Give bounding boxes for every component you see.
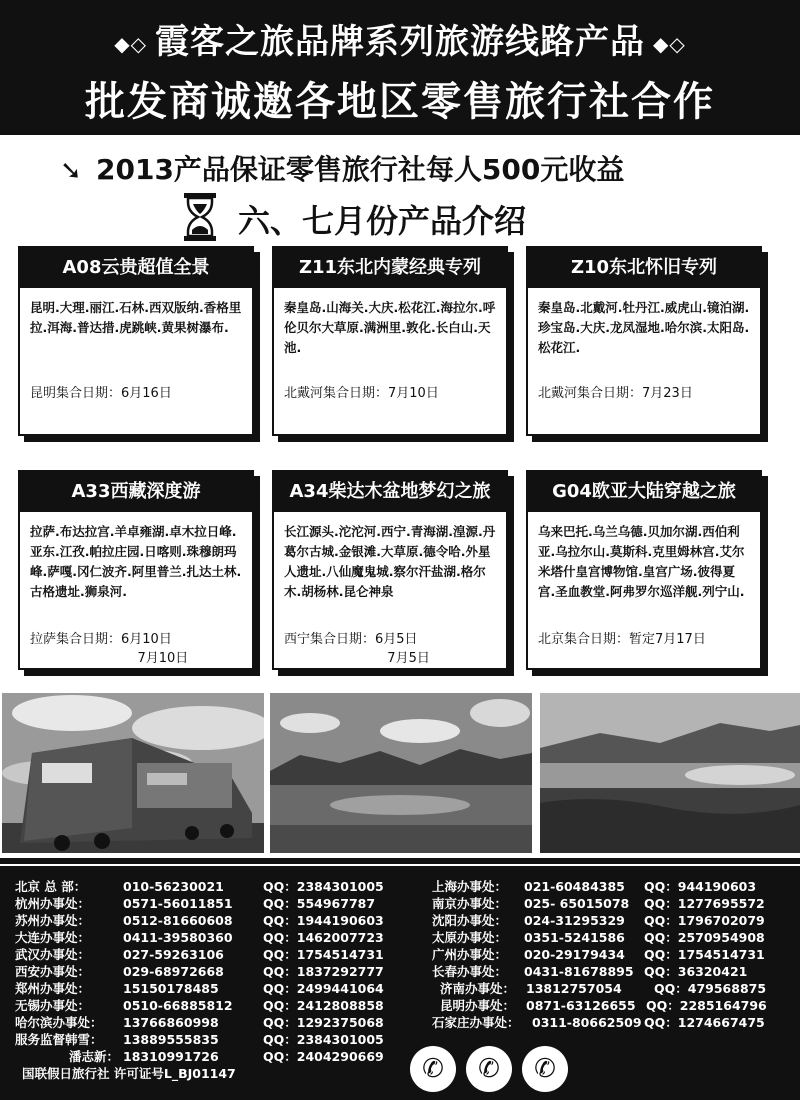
- office-qq: QQ：2499441064: [263, 981, 384, 996]
- product-date: 北京集合日期：暂定7月17日: [538, 632, 706, 647]
- hourglass-icon: [180, 192, 220, 242]
- contact-row: [15, 1032, 384, 1049]
- office-qq: QQ：1274667475: [644, 1015, 765, 1030]
- contact-row: [432, 964, 747, 981]
- office-phone: 029-68972668: [123, 964, 224, 979]
- office-phone: 0411-39580360: [123, 930, 233, 945]
- office-phone: 13889555835: [123, 1032, 219, 1047]
- contact-row: [15, 1015, 384, 1032]
- product-route: 拉萨.布达拉宫.羊卓雍湖.卓木拉日峰.亚东.江孜.帕拉庄园.日喀则.珠穆朗玛峰.萨嘎.冈仁波齐.阿里普兰.扎达土林.古格遗址.狮泉河.: [30, 524, 242, 599]
- product-route: 长江源头.沱沱河.西宁.青海湖.湟源.丹葛尔古城.金银滩.大草原.德令哈.外星人遗址.八仙魔鬼城.察尔汗盐湖.格尔木.胡杨林.昆仑神泉: [284, 524, 496, 599]
- product-card: [18, 470, 254, 670]
- contact-row: [15, 964, 384, 981]
- product-title: Z10东北怀旧专列: [526, 248, 762, 288]
- office-qq: QQ：2412808858: [263, 998, 384, 1013]
- promo-text: 2013产品保证零售旅行社每人500元收益: [96, 153, 625, 186]
- office-phone: 027-59263106: [123, 947, 224, 962]
- section-title-text: 六、七月份产品介绍: [238, 202, 527, 240]
- product-date: 西宁集合日期：6月5日 7月5日: [284, 632, 430, 666]
- office-phone: 0351-5241586: [524, 930, 625, 945]
- contact-row: [15, 1049, 384, 1066]
- office-name: 南京办事处：: [432, 896, 508, 911]
- office-qq: QQ：1277695572: [644, 896, 765, 911]
- office-phone: 0512-81660608: [123, 913, 233, 928]
- office-phone: 024-31295329: [524, 913, 625, 928]
- header-line2: 批发商诚邀各地区零售旅行社合作: [85, 79, 715, 125]
- office-qq: QQ：1796702079: [644, 913, 765, 928]
- office-phone: 0431-81678895: [524, 964, 634, 979]
- office-phone: 0571-56011851: [123, 896, 233, 911]
- arrow-icon: ➘: [60, 156, 82, 186]
- office-name: 太原办事处：: [432, 930, 508, 945]
- contact-row: [15, 930, 384, 947]
- office-phone: 13812757054: [526, 981, 622, 996]
- product-card: [272, 246, 508, 436]
- office-name: 郑州办事处：: [15, 981, 91, 996]
- diamond-icon: ◆◇: [653, 31, 686, 56]
- product-date: 昆明集合日期：6月16日: [30, 386, 172, 401]
- office-name: 武汉办事处：: [15, 947, 91, 962]
- product-card: [18, 246, 254, 436]
- office-qq: QQ：1754514731: [644, 947, 765, 962]
- office-name: 杭州办事处：: [15, 896, 91, 911]
- product-card: [272, 470, 508, 670]
- office-name: 北京 总 部：: [15, 879, 87, 894]
- office-phone: 13766860998: [123, 1015, 219, 1030]
- office-name: 西安办事处：: [15, 964, 91, 979]
- contact-row: [432, 896, 765, 913]
- office-qq: QQ：2285164796: [646, 998, 767, 1013]
- contact-row: [432, 930, 765, 947]
- office-phone: 0510-66885812: [123, 998, 233, 1013]
- office-name: 济南办事处：: [440, 981, 516, 996]
- train-photo: [2, 693, 264, 853]
- product-card: [526, 470, 762, 670]
- phone-icon: ✆: [410, 1046, 456, 1092]
- phone-icon: ✆: [466, 1046, 512, 1092]
- product-date: 北戴河集合日期：7月10日: [284, 386, 439, 401]
- contact-row: [432, 947, 765, 964]
- product-title: Z11东北内蒙经典专列: [272, 248, 508, 288]
- contact-row: [432, 879, 756, 896]
- product-route: 乌来巴托.乌兰乌德.贝加尔湖.西伯利亚.乌拉尔山.莫斯科.克里姆林宫.艾尔米塔什皇宫博物馆.皇宫广场.彼得夏宫.圣血教堂.阿弗罗尔巡洋舰.列宁山.: [538, 524, 745, 599]
- office-name: 上海办事处：: [432, 879, 508, 894]
- office-qq: QQ：1292375068: [263, 1015, 384, 1030]
- office-phone: 0871-63126655: [526, 998, 636, 1013]
- product-title: A34柴达木盆地梦幻之旅: [272, 472, 508, 512]
- diamond-icon: ◆◇: [114, 31, 147, 56]
- office-name: 广州办事处：: [432, 947, 508, 962]
- product-card: [526, 246, 762, 436]
- product-route: 秦皇岛.北戴河.牡丹江.威虎山.镜泊湖.珍宝岛.大庆.龙凤湿地.哈尔滨.太阳岛.松花江.: [538, 300, 750, 355]
- product-date: 北戴河集合日期：7月23日: [538, 386, 693, 401]
- lake-photo: [270, 693, 532, 853]
- office-name: 石家庄办事处：: [432, 1015, 520, 1030]
- office-name: 潘志新：: [68, 1049, 119, 1064]
- contact-row: [440, 981, 766, 998]
- office-phone: 025- 65015078: [524, 896, 630, 911]
- contact-row: [15, 879, 384, 896]
- product-title: G04欧亚大陆穿越之旅: [526, 472, 762, 512]
- divider-band: [0, 858, 800, 864]
- product-title: A08云贵超值全景: [18, 248, 254, 288]
- product-route: 秦皇岛.山海关.大庆.松花江.海拉尔.呼伦贝尔大草原.满洲里.敦化.长白山.天池.: [284, 300, 496, 355]
- office-qq: QQ：2384301005: [263, 879, 384, 894]
- section-title: [180, 192, 740, 242]
- office-name: 苏州办事处：: [15, 913, 91, 928]
- office-phone: 021-60484385: [524, 879, 625, 894]
- office-name: 无锡办事处：: [15, 998, 91, 1013]
- contact-row: [15, 947, 384, 964]
- office-qq: QQ：1462007723: [263, 930, 384, 945]
- header-banner: [0, 0, 800, 135]
- phone-icon: ✆: [522, 1046, 568, 1092]
- contact-row: [432, 913, 765, 930]
- office-qq: QQ：2404290669: [263, 1049, 384, 1064]
- landscape-photo: [540, 693, 800, 853]
- office-phone: 18310991726: [123, 1049, 219, 1064]
- contact-row: [15, 913, 384, 930]
- office-qq: QQ：36320421: [644, 964, 748, 979]
- office-name: 服务监督韩雪：: [15, 1032, 103, 1047]
- office-qq: QQ：2570954908: [644, 930, 765, 945]
- office-name: 长春办事处：: [432, 964, 508, 979]
- office-name: 昆明办事处：: [440, 998, 516, 1013]
- product-date: 拉萨集合日期：6月10日 7月10日: [30, 632, 189, 666]
- office-qq: QQ：1837292777: [263, 964, 384, 979]
- product-route: 昆明.大理.丽江.石林.西双版纳.香格里拉.洱海.普达措.虎跳峡.黄果树瀑布.: [30, 300, 242, 335]
- contacts-section: [0, 866, 800, 1100]
- contact-row: [440, 998, 767, 1015]
- contact-row: [15, 981, 384, 998]
- office-name: 沈阳办事处：: [432, 913, 508, 928]
- contact-row: [15, 998, 384, 1015]
- header-line1: [0, 14, 800, 63]
- office-qq: QQ：554967787: [263, 896, 376, 911]
- office-phone: 020-29179434: [524, 947, 625, 962]
- phone-icons: [410, 1046, 570, 1096]
- office-name: 大连办事处：: [15, 930, 91, 945]
- brand-title: 霞客之旅品牌系列旅游线路产品: [155, 22, 645, 62]
- office-phone: 15150178485: [123, 981, 219, 996]
- office-qq: QQ：1944190603: [263, 913, 384, 928]
- office-qq: QQ：479568875: [654, 981, 767, 996]
- office-name: 哈尔滨办事处：: [15, 1015, 103, 1030]
- contact-row: [432, 1015, 765, 1032]
- license-text: 国联假日旅行社 许可证号L_BJ01147: [22, 1066, 236, 1081]
- office-qq: QQ：1754514731: [263, 947, 384, 962]
- office-phone: 0311-80662509: [532, 1015, 642, 1030]
- product-title: A33西藏深度游: [18, 472, 254, 512]
- contact-row: [15, 896, 375, 913]
- promo-line: [60, 148, 760, 188]
- office-qq: QQ：944190603: [644, 879, 757, 894]
- office-qq: QQ：2384301005: [263, 1032, 384, 1047]
- office-phone: 010-56230021: [123, 879, 224, 894]
